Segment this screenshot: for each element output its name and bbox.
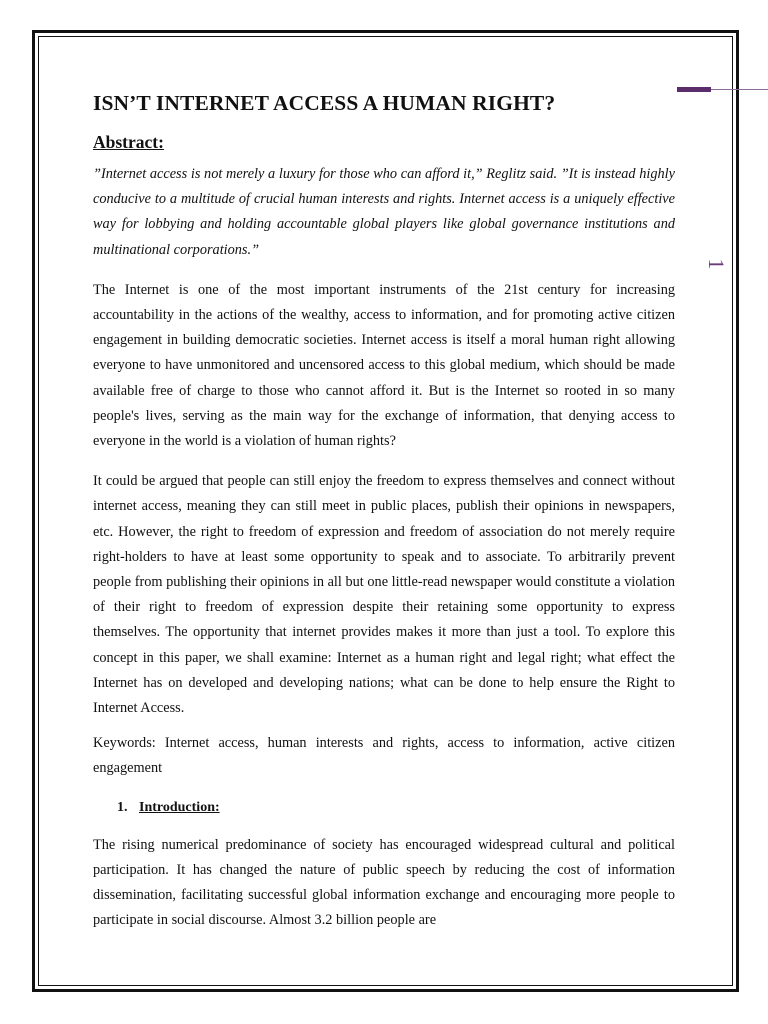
- header-accent-bar: [677, 87, 711, 92]
- body-paragraph-2: It could be argued that people can still enjoy the freedom to express themselves and connect without internet access, meaning they can still meet in public places, publish their opinions in newspapers, etc. However, the right to freedom of expression and freedom of association do not merely require right-holders to have at least some opportunity to speak and to associate. To arbitrarily prevent people from publishing their opinions in all but one little-read newspaper would constitute a violation of their right to freedom of expression despite their retaining some opportunity to express themselves. The opportunity that internet provides makes it more than just a tool. To explore this concept in this paper, we shall examine: Internet as a human right and legal right; what effect the Internet has on developed and developing nations; what can be done to help ensure the Right to Internet Access.: [93, 473, 675, 717]
- keywords-paragraph: Keywords: Internet access, human interests and rights, access to information, active citizen engagement: [93, 735, 675, 777]
- section-number: 1.: [117, 799, 128, 815]
- abstract-quote: ”Internet access is not merely a luxury for those who can afford it,” Reglitz said. ”It is instead highly conducive to a multitude of crucial human interests and rights. Internet access is a uniquely effective way for lobbying and holding accountable global players like global governance institutions and multinational corporations.”: [93, 166, 675, 258]
- section-title: Introduction:: [139, 799, 220, 815]
- body-paragraph-1: The Internet is one of the most important instruments of the 21st century for increasing accountability in the actions of the wealthy, access to information, and for promoting active citizen engagement in building democratic societies. Internet access is itself a moral human right allowing everyone to have unmonitored and uncensored access to this global medium, which should be made available free of charge to those who cannot afford it. But is the Internet so rooted in so many people's lives, serving as the main way for the exchange of information, that denying access to everyone in the world is a violation of human rights?: [93, 281, 675, 450]
- introduction-paragraph: The rising numerical predominance of society has encouraged widespread cultural and political participation. It has changed the nature of public speech by reducing the cost of information dissemination, facilitating successful global information exchange and encouraging more people to participate in social discourse. Almost 3.2 billion people are: [93, 836, 675, 929]
- document-title: ISN’T INTERNET ACCESS A HUMAN RIGHT?: [93, 91, 556, 115]
- page-number: 1: [704, 258, 729, 270]
- section-heading-introduction: [93, 796, 675, 820]
- header-accent-line: [711, 89, 768, 90]
- abstract-heading: Abstract:: [93, 132, 164, 152]
- document-body: [93, 88, 675, 933]
